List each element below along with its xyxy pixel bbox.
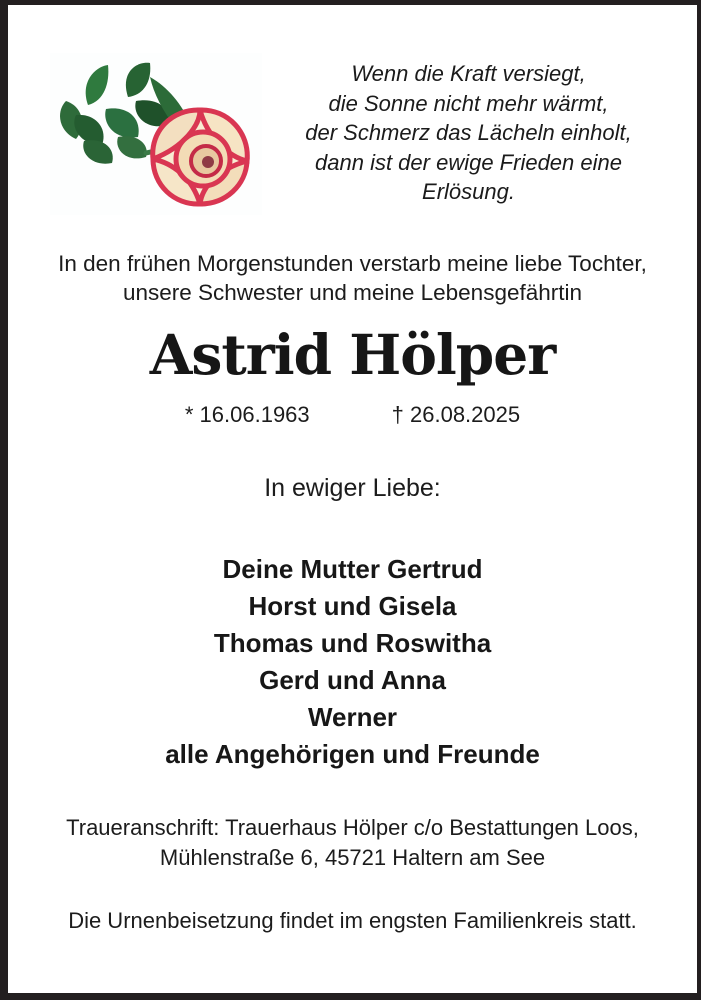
announcement-text — [8, 249, 697, 307]
deceased-name: Astrid Hölper — [149, 322, 556, 387]
rose-bloom — [153, 110, 248, 204]
announcement-line: In den frühen Morgenstunden verstarb meine liebe Tochter, — [58, 251, 647, 276]
poem-line: der Schmerz das Lächeln einholt, — [305, 120, 632, 145]
mourner-line: Thomas und Roswitha — [213, 628, 492, 658]
condolence-poem — [262, 53, 667, 207]
mourner-line: Gerd und Anna — [259, 665, 446, 695]
life-dates — [8, 401, 697, 429]
poem-line: die Sonne nicht mehr wärmt, — [328, 90, 609, 116]
mourner-line: Werner — [307, 702, 398, 732]
announcement-line: unsere Schwester und meine Lebensgefährtin — [122, 280, 583, 305]
mourner-line: Horst und Gisela — [248, 591, 457, 621]
birth-date: * 16.06.1963 — [184, 402, 310, 427]
burial-notice: Die Urnenbeisetzung findet im engsten Familienkreis statt. — [68, 908, 637, 933]
mourner-line: Deine Mutter Gertrud — [222, 554, 483, 584]
mourning-address — [8, 813, 697, 873]
address-line: Mühlenstraße 6, 45721 Haltern am See — [159, 845, 546, 870]
farewell-text: In ewiger Liebe: — [264, 474, 441, 502]
death-date: † 26.08.2025 — [391, 402, 521, 427]
poem-line: dann ist der ewige Frieden eine — [315, 149, 622, 175]
mourner-line: alle Angehörigen und Freunde — [165, 739, 540, 769]
header-section — [8, 5, 697, 215]
rose-icon — [50, 53, 262, 215]
poem-line: Erlösung. — [422, 179, 515, 204]
mourners-list — [8, 551, 697, 773]
poem-line: Wenn die Kraft versiegt, — [351, 61, 586, 86]
address-line: Traueranschrift: Trauerhaus Hölper c/o Bestattungen Loos, — [66, 815, 639, 840]
